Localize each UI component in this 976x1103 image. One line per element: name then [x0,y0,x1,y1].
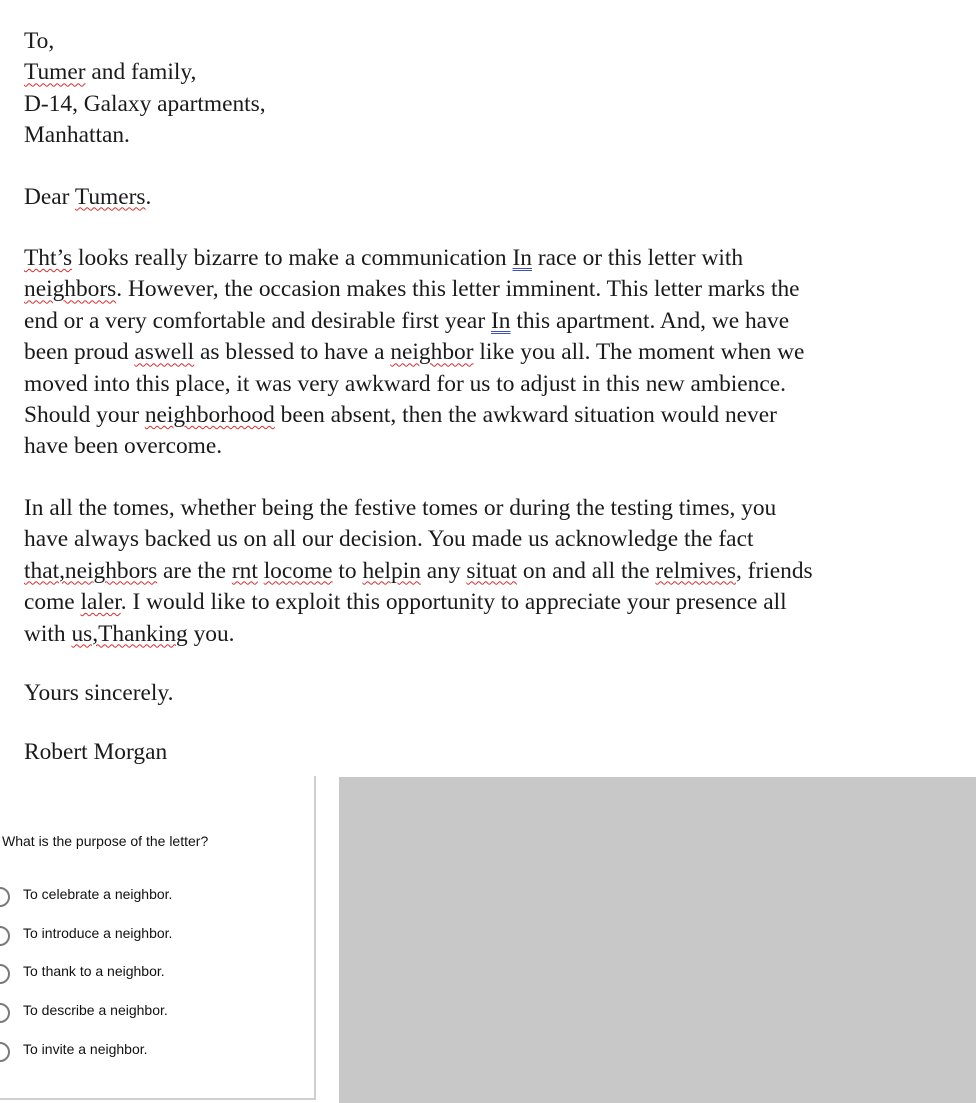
text-line: Tht’s looks really bizarre to make a communication In race or this letter with [24,245,744,272]
misspelled-word: situat [466,557,518,584]
option-label: To introduce a neighbor. [23,925,173,941]
answer-option-5[interactable] [0,1041,300,1071]
text-line: In all the tomes, whether being the festive tomes or during the testing times, you [24,494,777,521]
addressee-line: Tumer and family, [24,59,197,86]
radio-button[interactable] [0,926,10,946]
option-label: To celebrate a neighbor. [23,886,173,902]
option-label: To invite a neighbor. [23,1041,148,1057]
option-label: To thank to a neighbor. [23,963,165,979]
misspelled-word: that,neighbors [24,557,158,584]
paragraph-2 [24,493,969,650]
misspelled-word: locome [263,557,333,584]
misspelled-word: aswell [134,339,195,366]
city-line: Manhattan. [24,122,130,149]
signature: Robert Morgan [24,739,168,766]
misspelled-word: neighbors [24,276,117,303]
answer-option-2[interactable] [0,925,300,955]
misspelled-word: relmives [655,557,736,584]
answer-option-4[interactable] [0,1002,300,1032]
radio-button[interactable] [0,964,10,984]
misspelled-word: helpin [362,557,421,584]
grammar-flag: In [490,307,511,334]
text-line: have been overcome. [24,433,223,460]
radio-button[interactable] [0,1042,10,1062]
grammar-flag: In [512,245,532,272]
answer-option-1[interactable] [0,886,300,916]
gray-panel [339,777,976,1103]
misspelled-word: Tumers [74,183,146,210]
text-line: come laler. I would like to exploit this opportunity to appreciate your presence all [24,589,787,616]
text-line: been proud aswell as blessed to have a neighbor like you all. The moment when we [24,339,805,366]
text-line: moved into this place, it was very awkward for us to adjust in this new ambience. [24,370,786,397]
text-line: have always backed us on all our decision. You made us acknowledge the fact [24,526,754,553]
paragraph-1 [24,243,969,463]
letter-to: To, [24,28,55,54]
text-line: neighbors. However, the occasion makes this letter imminent. This letter marks the [24,276,800,303]
text-line: that,neighbors are the rnt locome to helpin any situat on and all the relmives, friends [24,557,813,584]
letter-body [24,26,969,769]
radio-button[interactable] [0,887,10,907]
radio-button[interactable] [0,1003,10,1023]
misspelled-word: us,Thanking [71,620,188,647]
text-line: Should your neighborhood been absent, then the awkward situation would never [24,402,777,429]
misspelled-word: laler [80,589,121,616]
address-line: D-14, Galaxy apartments, [24,90,266,117]
text-line: with us,Thanking you. [24,620,235,647]
closing: Yours sincerely. [24,679,174,706]
answer-option-3[interactable] [0,963,300,993]
text-line: end or a very comfortable and desirable first year In this apartment. And, we have [24,307,790,334]
misspelled-word: rnt [231,557,258,584]
quiz-question: What is the purpose of the letter? [2,833,209,849]
salutation: Dear Tumers. [24,183,152,210]
misspelled-word: neighborhood [144,402,275,429]
misspelled-word: neighbor [390,339,474,366]
option-label: To describe a neighbor. [23,1002,168,1018]
misspelled-word: Tht’s [24,245,73,272]
misspelled-word: Tumer [24,59,86,86]
